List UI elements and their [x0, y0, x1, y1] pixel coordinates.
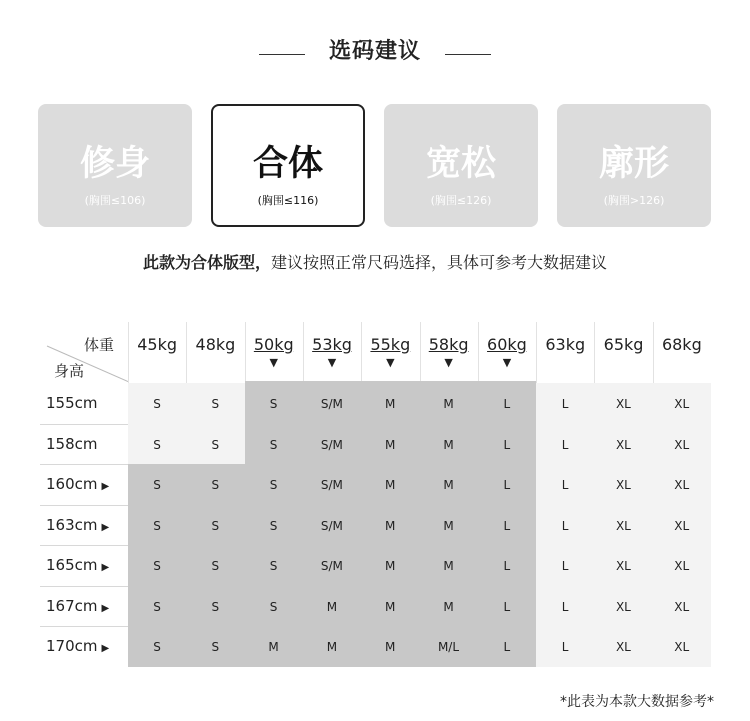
weight-label: 48kg: [195, 335, 236, 354]
size-cell: S/M: [320, 518, 343, 533]
header-separator: [594, 322, 595, 383]
size-cell: S: [153, 437, 161, 452]
title-left-line: [259, 54, 305, 55]
down-arrow-icon: ▼: [444, 356, 453, 369]
row-separator: [40, 626, 128, 627]
size-cell: S/M: [320, 437, 343, 452]
height-value: 155cm: [46, 394, 98, 412]
height-value: 167cm: [46, 596, 98, 615]
weight-header: [303, 322, 361, 383]
height-label: [46, 475, 109, 493]
weight-label: 63kg: [545, 335, 586, 354]
size-cell: L: [503, 518, 511, 533]
weight-label: 65kg: [603, 335, 644, 354]
advice-bold: 此款为合体版型，: [142, 253, 271, 272]
size-cell: L: [561, 478, 569, 492]
size-cell: M: [268, 640, 279, 654]
light-zone-top: [128, 383, 245, 464]
size-cell: S: [211, 559, 220, 573]
size-advice: [0, 250, 750, 273]
row-separator: [40, 586, 128, 587]
weight-label: 68kg: [661, 335, 702, 354]
size-cell: M: [443, 397, 454, 411]
height-value: 170cm: [46, 637, 98, 655]
size-cell: M: [385, 397, 396, 411]
weight-header: [536, 322, 594, 383]
height-label: [46, 637, 109, 655]
weight-label: 58kg: [428, 335, 469, 354]
header-separator: [303, 322, 304, 383]
row-separator: [40, 545, 128, 546]
weight-header: [128, 322, 186, 383]
fit-card-regular: [211, 104, 365, 227]
size-cell: M: [326, 640, 338, 654]
fit-name: 宽松: [425, 144, 496, 184]
size-cell: XL: [674, 599, 690, 614]
size-cell: S: [153, 599, 161, 614]
header-separator: [361, 322, 362, 383]
size-cell: S: [153, 518, 161, 533]
height-value: 160cm: [46, 475, 98, 493]
size-cell: S: [153, 559, 161, 573]
title-right-line: [445, 54, 491, 55]
size-cell: XL: [674, 397, 690, 411]
footnote: *此表为本款大数据参考*: [560, 694, 714, 710]
size-cell: M: [385, 599, 396, 614]
size-cell: XL: [615, 397, 631, 411]
fit-name: 修身: [79, 144, 150, 184]
size-cell: S: [269, 599, 278, 614]
size-cell: S: [153, 397, 161, 411]
size-cell: S: [269, 478, 278, 492]
height-label: [46, 597, 109, 615]
height-value: 158cm: [46, 434, 98, 453]
header-separator: [186, 322, 187, 383]
fit-name: 廓形: [598, 144, 669, 184]
header-separator: [478, 322, 479, 383]
size-cell: S/M: [320, 478, 343, 492]
size-cell: XL: [615, 640, 631, 654]
right-arrow-icon: ▶: [101, 521, 110, 533]
fit-name: 合体: [252, 144, 323, 184]
right-arrow-icon: ▶: [101, 562, 110, 573]
size-cell: XL: [674, 437, 690, 452]
size-cell: L: [561, 599, 569, 614]
size-cell: S: [153, 478, 161, 492]
weight-header: [186, 322, 244, 383]
size-cell: L: [503, 559, 511, 573]
down-arrow-icon: ▼: [269, 356, 278, 369]
height-label: [46, 435, 98, 453]
size-cell: S: [269, 437, 278, 452]
size-cell: S/M: [320, 559, 343, 573]
size-cell: S: [211, 599, 220, 614]
highlight-header-border: [245, 381, 537, 383]
height-label: [46, 516, 109, 534]
height-label: [46, 394, 98, 412]
weight-header: [594, 322, 652, 383]
size-cell: M: [443, 599, 454, 614]
down-arrow-icon: ▼: [386, 356, 395, 369]
size-cell: S: [269, 559, 278, 573]
table-corner: [40, 322, 128, 383]
weight-header: [245, 322, 303, 383]
size-cell: S: [269, 397, 278, 411]
header-separator: [245, 322, 246, 383]
weight-header: [478, 322, 536, 383]
size-cell: XL: [615, 518, 631, 533]
size-cell: M: [326, 599, 338, 614]
fit-chest: (胸围≤126): [430, 194, 492, 207]
size-cell: S: [269, 518, 278, 533]
size-cell: L: [561, 437, 569, 452]
down-arrow-icon: ▼: [327, 356, 337, 369]
size-cell: S: [211, 640, 220, 654]
size-cell: XL: [674, 478, 690, 492]
size-cell: XL: [615, 437, 631, 452]
height-label: [46, 556, 109, 574]
size-cell: S: [211, 518, 220, 533]
size-cell: S: [153, 640, 161, 654]
title-section: [0, 34, 750, 74]
size-cell: XL: [615, 599, 631, 614]
size-cell: M/L: [437, 640, 460, 654]
row-separator: [40, 505, 128, 506]
size-cell: L: [503, 397, 511, 411]
advice-normal: 建议按照正常尺码选择，具体可参考大数据建议: [271, 253, 608, 272]
height-value: 163cm: [46, 515, 98, 534]
size-cell: XL: [674, 518, 690, 533]
fit-card-loose: [384, 104, 538, 227]
size-cell: S: [211, 397, 220, 411]
size-cell: XL: [674, 640, 690, 654]
size-cell: S/M: [320, 397, 343, 411]
weight-label: 60kg: [487, 335, 527, 354]
fit-card-oversized: [557, 104, 711, 227]
size-cell: L: [561, 559, 569, 573]
row-separator: [40, 464, 128, 465]
size-cell: L: [503, 599, 511, 614]
corner-height-label: 身高: [54, 362, 85, 380]
weight-header: [361, 322, 419, 383]
size-cell: M: [385, 559, 396, 573]
weight-header: [653, 322, 711, 383]
header-separator: [653, 322, 654, 383]
size-cell: M: [443, 478, 454, 492]
header-separator: [536, 322, 537, 383]
weight-header: [420, 322, 478, 383]
height-value: 165cm: [46, 556, 98, 574]
header-separator: [128, 322, 129, 383]
right-arrow-icon: ▶: [101, 481, 110, 492]
size-cell: L: [503, 437, 511, 452]
size-cell: L: [503, 640, 511, 654]
size-cell: XL: [615, 559, 631, 573]
fit-card-slim: [38, 104, 192, 227]
size-cell: XL: [615, 478, 631, 492]
size-cell: L: [561, 640, 569, 654]
size-cell: M: [443, 518, 454, 533]
size-cell: L: [561, 397, 569, 411]
fit-chest: (胸围≤116): [257, 194, 319, 207]
page-title: 选码建议: [328, 39, 421, 64]
weight-label: 45kg: [137, 335, 178, 354]
size-cell: M: [385, 437, 396, 452]
row-separator: [40, 424, 128, 425]
size-cell: M: [385, 478, 396, 492]
weight-label: 55kg: [370, 335, 411, 354]
size-cell: M: [443, 437, 454, 452]
size-cell: S: [211, 437, 220, 452]
corner-weight-label: 体重: [83, 336, 114, 354]
right-arrow-icon: ▶: [101, 602, 110, 614]
size-cell: L: [561, 518, 569, 533]
right-arrow-icon: ▶: [101, 643, 110, 654]
size-cell: S: [211, 478, 220, 492]
fit-chest: (胸围≤106): [84, 194, 146, 207]
header-separator: [420, 322, 421, 383]
weight-label: 50kg: [253, 335, 294, 354]
down-arrow-icon: ▼: [502, 356, 512, 369]
fit-chest: (胸围>126): [603, 194, 665, 207]
size-cell: XL: [674, 559, 690, 573]
size-cell: M: [443, 559, 454, 573]
size-cell: L: [503, 478, 511, 492]
size-cell: M: [385, 640, 396, 654]
size-cell: M: [385, 518, 396, 533]
weight-label: 53kg: [312, 335, 352, 354]
